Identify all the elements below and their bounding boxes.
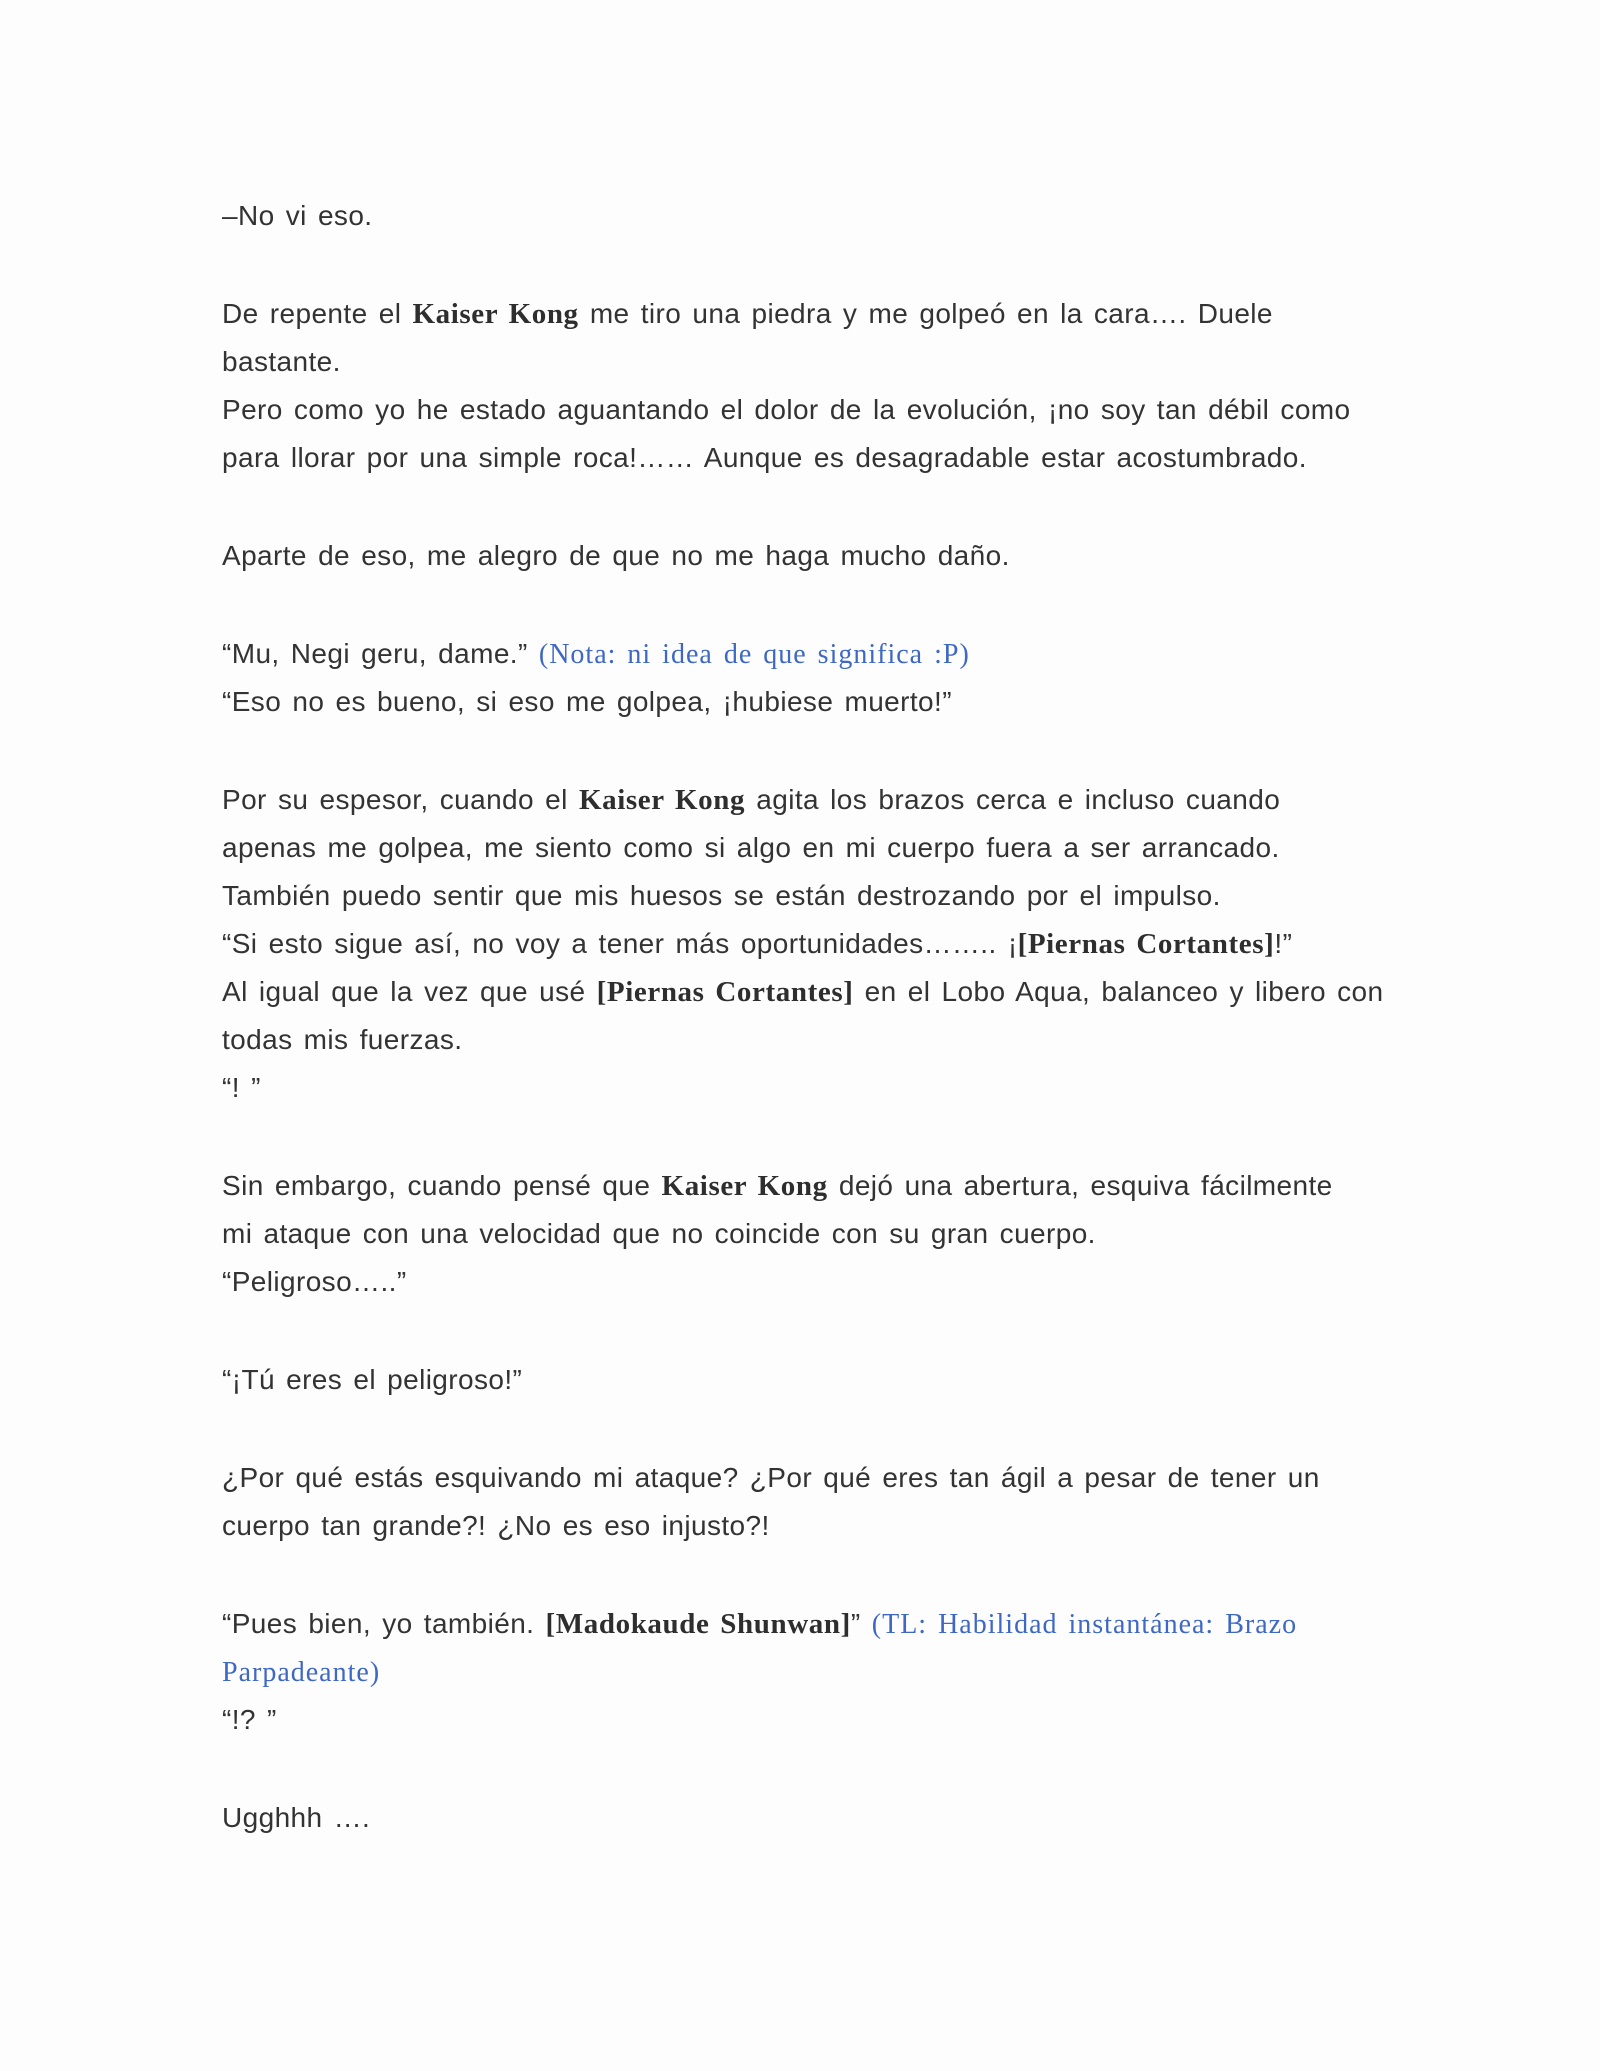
text-line bbox=[222, 1648, 1382, 1696]
skill-name: [Piernas Cortantes] bbox=[1017, 928, 1275, 960]
text-run: Por su espesor, cuando el bbox=[222, 784, 579, 815]
text-run: “Si esto sigue así, no voy a tener más oportunidades…….. ¡ bbox=[222, 928, 1018, 959]
text-run: “Mu, Negi geru, dame.” bbox=[222, 638, 539, 669]
text-line: “!? ” bbox=[222, 1704, 277, 1735]
text-run: ” bbox=[850, 1608, 872, 1639]
text-line: cuerpo tan grande?! ¿No es eso injusto?! bbox=[222, 1510, 770, 1541]
paragraph-gap bbox=[222, 580, 1382, 630]
paragraph-gap bbox=[222, 1404, 1382, 1454]
paragraph bbox=[222, 1162, 1382, 1306]
character-name: Kaiser Kong bbox=[412, 298, 579, 330]
skill-name: [Madokaude Shunwan] bbox=[545, 1608, 851, 1640]
text-line bbox=[222, 920, 1382, 968]
text-line: bastante. bbox=[222, 346, 341, 377]
paragraph-gap bbox=[222, 240, 1382, 290]
translator-note: (Nota: ni idea de que significa :P) bbox=[538, 639, 970, 670]
text-line: “! ” bbox=[222, 1072, 261, 1103]
text-run: me tiro una piedra y me golpeó en la cara…. Duele bbox=[578, 298, 1273, 329]
character-name: Kaiser Kong bbox=[578, 784, 746, 816]
paragraph-gap bbox=[222, 1744, 1382, 1794]
text-line: Pero como yo he estado aguantando el dolor de la evolución, ¡no soy tan débil como bbox=[222, 394, 1351, 425]
text-run: agita los brazos cerca e incluso cuando bbox=[745, 784, 1281, 815]
text-run: dejó una abertura, esquiva fácilmente bbox=[827, 1170, 1333, 1201]
text-line: “Peligroso…..” bbox=[222, 1266, 407, 1297]
text-run: !” bbox=[1274, 928, 1293, 959]
paragraph bbox=[222, 630, 1382, 726]
paragraph bbox=[222, 1356, 1382, 1404]
text-line: –No vi eso. bbox=[222, 200, 373, 231]
paragraph-gap bbox=[222, 1550, 1382, 1600]
text-line bbox=[222, 1162, 1382, 1210]
paragraph bbox=[222, 192, 1382, 240]
text-line: apenas me golpea, me siento como si algo en mi cuerpo fuera a ser arrancado. bbox=[222, 832, 1280, 863]
paragraph bbox=[222, 776, 1382, 1112]
text-line: mi ataque con una velocidad que no coincide con su gran cuerpo. bbox=[222, 1218, 1096, 1249]
skill-name: [Piernas Cortantes] bbox=[596, 976, 854, 1008]
translator-note: (TL: Habilidad instantánea: Brazo bbox=[871, 1609, 1298, 1640]
text-line bbox=[222, 968, 1382, 1016]
text-line: Aparte de eso, me alegro de que no me haga mucho daño. bbox=[222, 540, 1010, 571]
text-line bbox=[222, 290, 1382, 338]
text-run: Al igual que la vez que usé bbox=[222, 976, 597, 1007]
paragraph-gap bbox=[222, 482, 1382, 532]
text-line: todas mis fuerzas. bbox=[222, 1024, 463, 1055]
text-line: ¿Por qué estás esquivando mi ataque? ¿Por qué eres tan ágil a pesar de tener un bbox=[222, 1462, 1320, 1493]
text-run: en el Lobo Aqua, balanceo y libero con bbox=[853, 976, 1384, 1007]
text-line bbox=[222, 1600, 1382, 1648]
paragraph bbox=[222, 290, 1382, 482]
text-line: Ugghhh …. bbox=[222, 1802, 371, 1833]
paragraph bbox=[222, 1794, 1382, 1842]
paragraph-gap bbox=[222, 1112, 1382, 1162]
text-line bbox=[222, 630, 1382, 678]
document-body bbox=[222, 192, 1382, 1842]
text-line: para llorar por una simple roca!…… Aunque es desagradable estar acostumbrado. bbox=[222, 442, 1307, 473]
paragraph bbox=[222, 532, 1382, 580]
text-run: De repente el bbox=[222, 298, 413, 329]
text-line: También puedo sentir que mis huesos se están destrozando por el impulso. bbox=[222, 880, 1221, 911]
character-name: Kaiser Kong bbox=[661, 1170, 828, 1202]
text-line: “Eso no es bueno, si eso me golpea, ¡hubiese muerto!” bbox=[222, 686, 952, 717]
paragraph-gap bbox=[222, 726, 1382, 776]
paragraph bbox=[222, 1454, 1382, 1550]
text-run: “Pues bien, yo también. bbox=[222, 1608, 546, 1639]
paragraph bbox=[222, 1600, 1382, 1744]
paragraph-gap bbox=[222, 1306, 1382, 1356]
translator-note: Parpadeante) bbox=[222, 1657, 381, 1688]
text-run: Sin embargo, cuando pensé que bbox=[222, 1170, 662, 1201]
text-line bbox=[222, 776, 1382, 824]
text-line: “¡Tú eres el peligroso!” bbox=[222, 1364, 523, 1395]
